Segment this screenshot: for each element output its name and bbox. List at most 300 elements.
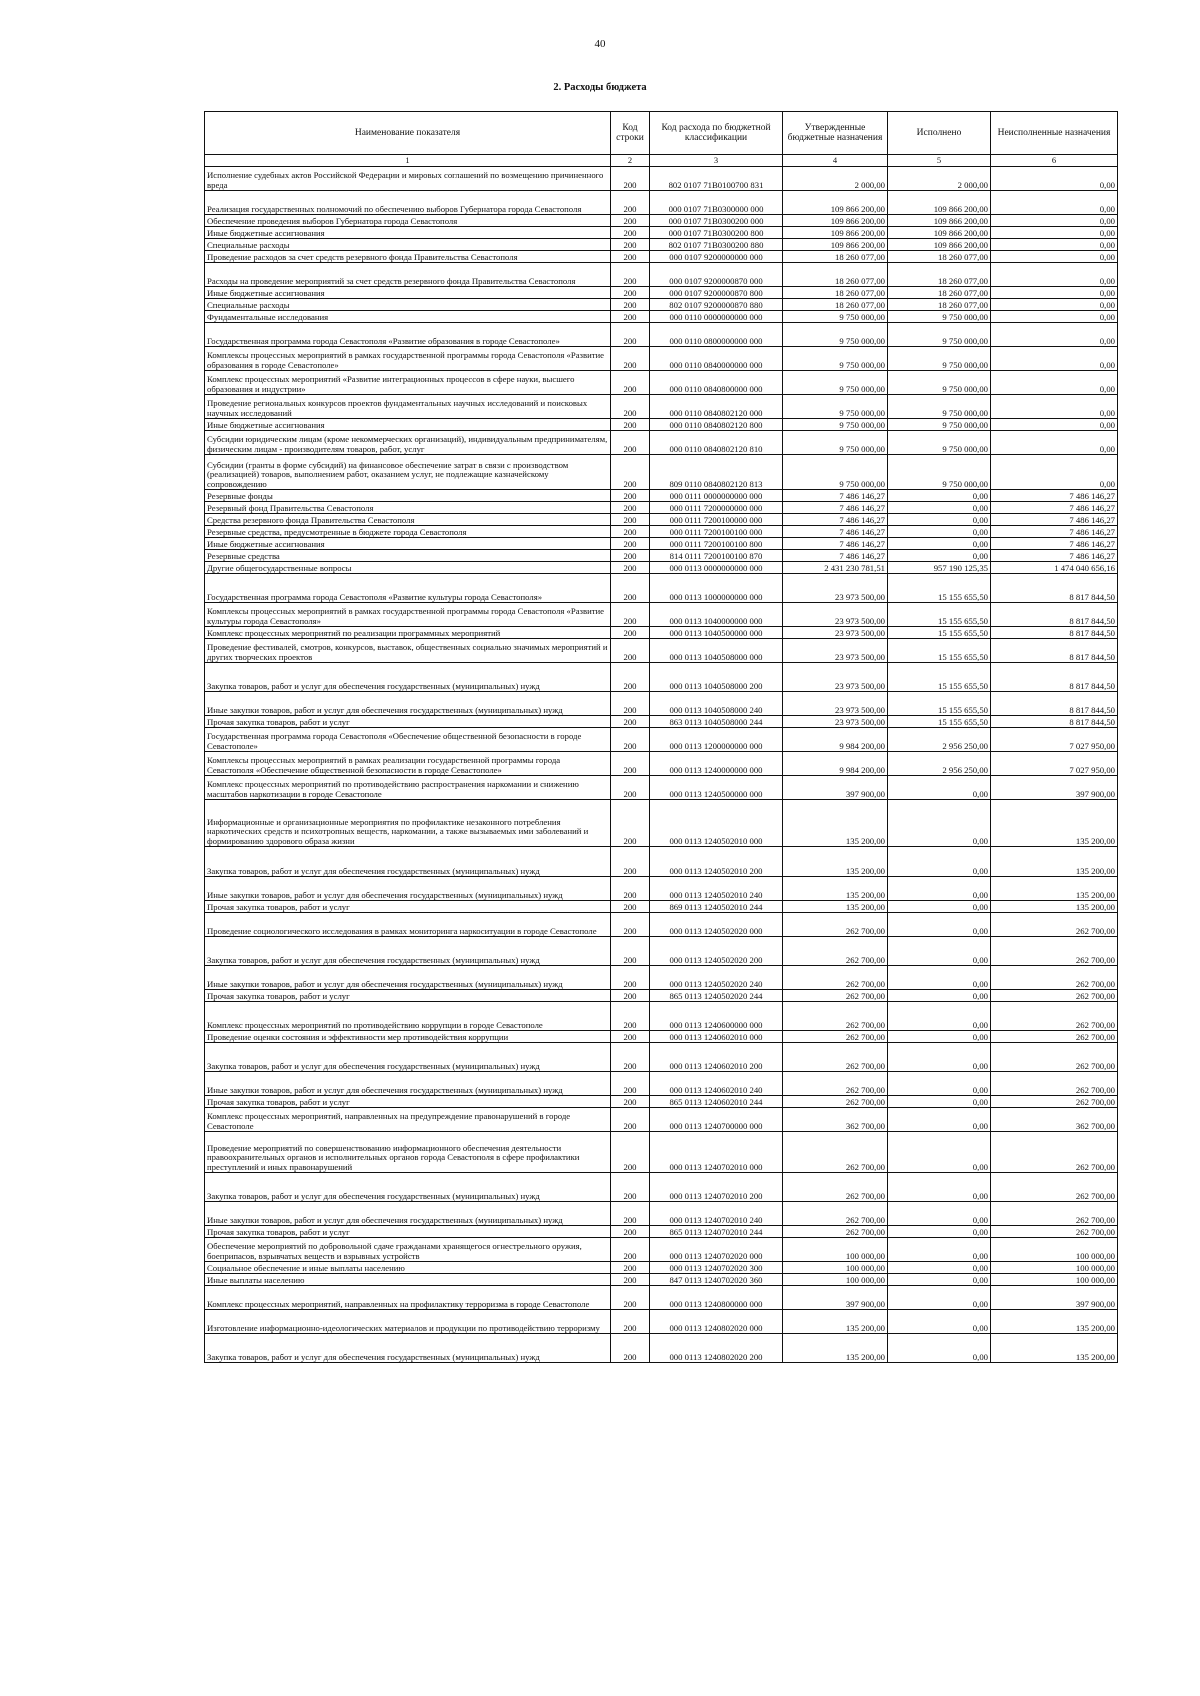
cell-indicator-name: Комплекс процессных мероприятий, направленных на профилактику терроризма в городе Севастополе	[205, 1286, 611, 1310]
cell-executed: 15 155 655,50	[888, 574, 991, 603]
table-row	[205, 431, 1118, 455]
cell-approved: 7 486 146,27	[783, 538, 888, 550]
cell-unexecuted: 262 700,00	[991, 1002, 1118, 1031]
cell-line-code: 200	[611, 1002, 650, 1031]
cell-executed: 0,00	[888, 800, 991, 847]
cell-line-code: 200	[611, 263, 650, 287]
cell-unexecuted: 397 900,00	[991, 776, 1118, 800]
cell-line-code: 200	[611, 1238, 650, 1262]
cell-executed: 9 750 000,00	[888, 323, 991, 347]
table-row	[205, 966, 1118, 990]
table-row	[205, 1286, 1118, 1310]
cell-unexecuted: 0,00	[991, 287, 1118, 299]
cell-budget-classification-code: 000 0113 1240602010 240	[650, 1072, 783, 1096]
cell-line-code: 200	[611, 239, 650, 251]
cell-indicator-name: Проведение фестивалей, смотров, конкурсов, выставок, общественных социально значимых мероприятий и других творческих проектов	[205, 639, 611, 663]
cell-budget-classification-code: 000 0107 71В0300200 000	[650, 215, 783, 227]
cell-approved: 18 260 077,00	[783, 299, 888, 311]
table-row	[205, 752, 1118, 776]
cell-budget-classification-code: 000 0113 1040508000 000	[650, 639, 783, 663]
cell-line-code: 200	[611, 1226, 650, 1238]
cell-line-code: 200	[611, 692, 650, 716]
table-row	[205, 419, 1118, 431]
cell-unexecuted: 0,00	[991, 251, 1118, 263]
cell-unexecuted: 135 200,00	[991, 847, 1118, 877]
cell-budget-classification-code: 000 0107 71В0300000 000	[650, 191, 783, 215]
cell-budget-classification-code: 000 0107 9200000000 000	[650, 251, 783, 263]
cell-indicator-name: Комплексы процессных мероприятий в рамках реализации государственной программы города Севастополя «Обеспечение общественной безопасности в городе Севастополе»	[205, 752, 611, 776]
cell-approved: 100 000,00	[783, 1274, 888, 1286]
cell-indicator-name: Иные закупки товаров, работ и услуг для обеспечения государственных (муниципальных) нужд	[205, 692, 611, 716]
cell-unexecuted: 8 817 844,50	[991, 574, 1118, 603]
cell-indicator-name: Иные бюджетные ассигнования	[205, 419, 611, 431]
table-row	[205, 692, 1118, 716]
cell-line-code: 200	[611, 526, 650, 538]
cell-budget-classification-code: 000 0113 1240702020 300	[650, 1262, 783, 1274]
cell-executed: 2 956 250,00	[888, 728, 991, 752]
cell-budget-classification-code: 863 0113 1040508000 244	[650, 716, 783, 728]
cell-line-code: 200	[611, 990, 650, 1002]
table-row	[205, 526, 1118, 538]
cell-indicator-name: Иные бюджетные ассигнования	[205, 538, 611, 550]
cell-budget-classification-code: 000 0111 0000000000 000	[650, 490, 783, 502]
table-row	[205, 847, 1118, 877]
cell-approved: 7 486 146,27	[783, 526, 888, 538]
table-header	[205, 112, 1118, 167]
cell-line-code: 200	[611, 1262, 650, 1274]
cell-line-code: 200	[611, 1132, 650, 1173]
cell-budget-classification-code: 000 0113 1240702010 000	[650, 1132, 783, 1173]
cell-executed: 0,00	[888, 913, 991, 937]
cell-budget-classification-code: 000 0110 0840800000 000	[650, 371, 783, 395]
cell-approved: 7 486 146,27	[783, 490, 888, 502]
table-row	[205, 1226, 1118, 1238]
table-row	[205, 395, 1118, 419]
table-row	[205, 1002, 1118, 1031]
cell-executed: 9 750 000,00	[888, 311, 991, 323]
cell-line-code: 200	[611, 1202, 650, 1226]
cell-approved: 262 700,00	[783, 1173, 888, 1202]
cell-approved: 23 973 500,00	[783, 639, 888, 663]
cell-executed: 15 155 655,50	[888, 716, 991, 728]
cell-unexecuted: 262 700,00	[991, 913, 1118, 937]
cell-approved: 262 700,00	[783, 1043, 888, 1072]
cell-indicator-name: Расходы на проведение мероприятий за счет средств резервного фонда Правительства Севастополя	[205, 263, 611, 287]
table-row	[205, 639, 1118, 663]
cell-executed: 15 155 655,50	[888, 603, 991, 627]
cell-approved: 2 431 230 781,51	[783, 562, 888, 574]
cell-line-code: 200	[611, 913, 650, 937]
cell-indicator-name: Резервные средства	[205, 550, 611, 562]
cell-executed: 0,00	[888, 1226, 991, 1238]
cell-indicator-name: Другие общегосударственные вопросы	[205, 562, 611, 574]
cell-budget-classification-code: 000 0111 7200100000 000	[650, 514, 783, 526]
cell-line-code: 200	[611, 514, 650, 526]
cell-approved: 262 700,00	[783, 1031, 888, 1043]
cell-budget-classification-code: 000 0113 1240600000 000	[650, 1002, 783, 1031]
cell-approved: 9 750 000,00	[783, 323, 888, 347]
cell-line-code: 200	[611, 215, 650, 227]
table-row	[205, 1031, 1118, 1043]
cell-budget-classification-code: 000 0113 1240602010 200	[650, 1043, 783, 1072]
cell-executed: 18 260 077,00	[888, 287, 991, 299]
cell-line-code: 200	[611, 347, 650, 371]
cell-approved: 7 486 146,27	[783, 514, 888, 526]
cell-indicator-name: Проведение социологического исследования в рамках мониторинга наркоситуации в городе Севастополе	[205, 913, 611, 937]
cell-indicator-name: Иные закупки товаров, работ и услуг для обеспечения государственных (муниципальных) нужд	[205, 1072, 611, 1096]
cell-unexecuted: 0,00	[991, 395, 1118, 419]
cell-executed: 15 155 655,50	[888, 692, 991, 716]
cell-budget-classification-code: 000 0113 1240700000 000	[650, 1108, 783, 1132]
cell-indicator-name: Изготовление информационно-идеологических материалов и продукции по противодействию терроризму	[205, 1310, 611, 1334]
cell-line-code: 200	[611, 538, 650, 550]
table-row	[205, 191, 1118, 215]
cell-budget-classification-code: 000 0113 1240502020 000	[650, 913, 783, 937]
cell-budget-classification-code: 000 0113 1240500000 000	[650, 776, 783, 800]
header-indicator-name: Наименование показателя	[205, 112, 611, 155]
cell-indicator-name: Иные закупки товаров, работ и услуг для обеспечения государственных (муниципальных) нужд	[205, 966, 611, 990]
cell-executed: 9 750 000,00	[888, 371, 991, 395]
cell-indicator-name: Закупка товаров, работ и услуг для обеспечения государственных (муниципальных) нужд	[205, 663, 611, 692]
cell-budget-classification-code: 802 0107 71В0100700 831	[650, 167, 783, 191]
cell-approved: 135 200,00	[783, 1334, 888, 1363]
cell-approved: 135 200,00	[783, 1310, 888, 1334]
column-number: 6	[991, 155, 1118, 167]
cell-indicator-name: Государственная программа города Севастополя «Обеспечение общественной безопасности в городе Севастополе»	[205, 728, 611, 752]
cell-executed: 15 155 655,50	[888, 663, 991, 692]
cell-unexecuted: 0,00	[991, 299, 1118, 311]
cell-indicator-name: Специальные расходы	[205, 239, 611, 251]
cell-executed: 18 260 077,00	[888, 299, 991, 311]
cell-budget-classification-code: 000 0113 1240802020 000	[650, 1310, 783, 1334]
cell-indicator-name: Средства резервного фонда Правительства Севастополя	[205, 514, 611, 526]
cell-indicator-name: Проведение оценки состояния и эффективности мер противодействия коррупции	[205, 1031, 611, 1043]
cell-indicator-name: Информационные и организационные мероприятия по профилактике незаконного потребления наркотических средств и психотропных веществ, наркомании, а также вызываемых ими заболеваний и формированию здорового образа жизни	[205, 800, 611, 847]
cell-unexecuted: 135 200,00	[991, 800, 1118, 847]
cell-indicator-name: Исполнение судебных актов Российской Федерации и мировых соглашений по возмещению причиненного вреда	[205, 167, 611, 191]
cell-executed: 0,00	[888, 877, 991, 901]
cell-budget-classification-code: 847 0113 1240702020 360	[650, 1274, 783, 1286]
cell-budget-classification-code: 000 0113 1240602010 000	[650, 1031, 783, 1043]
cell-approved: 135 200,00	[783, 901, 888, 913]
cell-budget-classification-code: 000 0110 0840802120 800	[650, 419, 783, 431]
cell-approved: 23 973 500,00	[783, 692, 888, 716]
table-row	[205, 347, 1118, 371]
cell-unexecuted: 0,00	[991, 347, 1118, 371]
cell-line-code: 200	[611, 752, 650, 776]
cell-line-code: 200	[611, 1043, 650, 1072]
cell-approved: 18 260 077,00	[783, 263, 888, 287]
cell-approved: 135 200,00	[783, 800, 888, 847]
cell-unexecuted: 1 474 040 656,16	[991, 562, 1118, 574]
cell-executed: 9 750 000,00	[888, 395, 991, 419]
cell-line-code: 200	[611, 877, 650, 901]
cell-executed: 0,00	[888, 1274, 991, 1286]
table-row	[205, 1334, 1118, 1363]
cell-budget-classification-code: 000 0113 0000000000 000	[650, 562, 783, 574]
cell-executed: 0,00	[888, 1334, 991, 1363]
cell-approved: 262 700,00	[783, 966, 888, 990]
table-row	[205, 1043, 1118, 1072]
cell-executed: 0,00	[888, 1310, 991, 1334]
cell-line-code: 200	[611, 251, 650, 263]
cell-approved: 9 750 000,00	[783, 419, 888, 431]
cell-budget-classification-code: 000 0111 7200100100 000	[650, 526, 783, 538]
cell-indicator-name: Фундаментальные исследования	[205, 311, 611, 323]
cell-executed: 0,00	[888, 1108, 991, 1132]
cell-budget-classification-code: 000 0107 9200000870 000	[650, 263, 783, 287]
cell-line-code: 200	[611, 431, 650, 455]
table-row	[205, 1262, 1118, 1274]
table-row	[205, 538, 1118, 550]
table-row	[205, 1072, 1118, 1096]
cell-executed: 109 866 200,00	[888, 227, 991, 239]
table-row	[205, 776, 1118, 800]
cell-budget-classification-code: 814 0111 7200100100 870	[650, 550, 783, 562]
cell-line-code: 200	[611, 776, 650, 800]
cell-unexecuted: 7 486 146,27	[991, 550, 1118, 562]
cell-unexecuted: 397 900,00	[991, 1286, 1118, 1310]
cell-budget-classification-code: 000 0111 7200000000 000	[650, 502, 783, 514]
cell-unexecuted: 0,00	[991, 215, 1118, 227]
cell-approved: 23 973 500,00	[783, 574, 888, 603]
cell-indicator-name: Иные бюджетные ассигнования	[205, 227, 611, 239]
cell-line-code: 200	[611, 167, 650, 191]
cell-budget-classification-code: 000 0113 1040500000 000	[650, 627, 783, 639]
cell-approved: 109 866 200,00	[783, 191, 888, 215]
header-approved: Утвержденные бюджетные назначения	[783, 112, 888, 155]
cell-executed: 0,00	[888, 937, 991, 966]
cell-executed: 0,00	[888, 1262, 991, 1274]
table-row	[205, 1274, 1118, 1286]
cell-budget-classification-code: 000 0113 1240502010 240	[650, 877, 783, 901]
cell-unexecuted: 262 700,00	[991, 1226, 1118, 1238]
cell-budget-classification-code: 000 0113 1240702020 000	[650, 1238, 783, 1262]
cell-executed: 0,00	[888, 526, 991, 538]
cell-indicator-name: Комплексы процессных мероприятий в рамках государственной программы города Севастополя «Развитие культуры города Севастополя»	[205, 603, 611, 627]
table-row	[205, 514, 1118, 526]
cell-indicator-name: Комплекс процессных мероприятий по противодействию распространения наркомании и снижению масштабов наркотизации в городе Севастополе	[205, 776, 611, 800]
cell-line-code: 200	[611, 716, 650, 728]
cell-budget-classification-code: 869 0113 1240502010 244	[650, 901, 783, 913]
cell-approved: 2 000,00	[783, 167, 888, 191]
cell-executed: 2 956 250,00	[888, 752, 991, 776]
cell-indicator-name: Прочая закупка товаров, работ и услуг	[205, 1226, 611, 1238]
table-row	[205, 663, 1118, 692]
table-row	[205, 299, 1118, 311]
cell-indicator-name: Комплекс процессных мероприятий «Развитие интеграционных процессов в сфере науки, высшего образования и индустрии»	[205, 371, 611, 395]
cell-approved: 100 000,00	[783, 1238, 888, 1262]
table-row	[205, 550, 1118, 562]
cell-budget-classification-code: 000 0113 1000000000 000	[650, 574, 783, 603]
cell-unexecuted: 262 700,00	[991, 1072, 1118, 1096]
cell-indicator-name: Проведение региональных конкурсов проектов фундаментальных научных исследований и поисковых научных исследований	[205, 395, 611, 419]
cell-unexecuted: 100 000,00	[991, 1274, 1118, 1286]
cell-line-code: 200	[611, 1334, 650, 1363]
cell-executed: 0,00	[888, 1096, 991, 1108]
cell-executed: 15 155 655,50	[888, 627, 991, 639]
table-row	[205, 1238, 1118, 1262]
cell-unexecuted: 7 486 146,27	[991, 502, 1118, 514]
cell-approved: 135 200,00	[783, 847, 888, 877]
cell-unexecuted: 262 700,00	[991, 1173, 1118, 1202]
cell-budget-classification-code: 865 0113 1240602010 244	[650, 1096, 783, 1108]
cell-indicator-name: Прочая закупка товаров, работ и услуг	[205, 901, 611, 913]
cell-line-code: 200	[611, 550, 650, 562]
cell-approved: 262 700,00	[783, 913, 888, 937]
expenses-table-container	[204, 111, 1117, 1363]
table-row	[205, 1132, 1118, 1173]
cell-approved: 262 700,00	[783, 1132, 888, 1173]
cell-unexecuted: 0,00	[991, 191, 1118, 215]
cell-executed: 0,00	[888, 490, 991, 502]
cell-indicator-name: Субсидии юридическим лицам (кроме некоммерческих организаций), индивидуальным предпринимателям, физическим лицам - производителям товаров, работ, услуг	[205, 431, 611, 455]
cell-unexecuted: 8 817 844,50	[991, 692, 1118, 716]
table-row	[205, 323, 1118, 347]
table-row	[205, 227, 1118, 239]
cell-budget-classification-code: 000 0113 1040508000 200	[650, 663, 783, 692]
cell-executed: 2 000,00	[888, 167, 991, 191]
cell-unexecuted: 135 200,00	[991, 1334, 1118, 1363]
cell-approved: 7 486 146,27	[783, 502, 888, 514]
cell-approved: 9 984 200,00	[783, 752, 888, 776]
cell-budget-classification-code: 000 0113 1200000000 000	[650, 728, 783, 752]
cell-approved: 23 973 500,00	[783, 603, 888, 627]
cell-indicator-name: Иные закупки товаров, работ и услуг для обеспечения государственных (муниципальных) нужд	[205, 1202, 611, 1226]
cell-executed: 0,00	[888, 847, 991, 877]
cell-unexecuted: 0,00	[991, 167, 1118, 191]
page-number: 40	[594, 38, 606, 50]
cell-budget-classification-code: 000 0107 9200000870 800	[650, 287, 783, 299]
cell-executed: 109 866 200,00	[888, 215, 991, 227]
table-body	[205, 167, 1118, 1363]
cell-executed: 0,00	[888, 1202, 991, 1226]
table-row	[205, 167, 1118, 191]
cell-approved: 9 750 000,00	[783, 311, 888, 323]
table-row	[205, 913, 1118, 937]
cell-line-code: 200	[611, 227, 650, 239]
cell-line-code: 200	[611, 191, 650, 215]
cell-approved: 135 200,00	[783, 877, 888, 901]
cell-executed: 9 750 000,00	[888, 431, 991, 455]
cell-indicator-name: Комплексы процессных мероприятий в рамках государственной программы города Севастополя «Развитие образования в городе Севастополе»	[205, 347, 611, 371]
cell-indicator-name: Иные бюджетные ассигнования	[205, 287, 611, 299]
cell-executed: 0,00	[888, 502, 991, 514]
cell-approved: 23 973 500,00	[783, 663, 888, 692]
cell-approved: 262 700,00	[783, 990, 888, 1002]
cell-executed: 0,00	[888, 550, 991, 562]
cell-executed: 0,00	[888, 1286, 991, 1310]
table-row	[205, 263, 1118, 287]
table-row	[205, 371, 1118, 395]
cell-approved: 9 750 000,00	[783, 395, 888, 419]
cell-indicator-name: Прочая закупка товаров, работ и услуг	[205, 1096, 611, 1108]
column-number: 1	[205, 155, 611, 167]
cell-budget-classification-code: 000 0113 1240702010 200	[650, 1173, 783, 1202]
cell-indicator-name: Субсидии (гранты в форме субсидий) на финансовое обеспечение затрат в связи с производством (реализацией) товаров, выполнением работ, оказанием услуг, не подлежащие казначейскому сопровождению	[205, 455, 611, 490]
cell-unexecuted: 0,00	[991, 455, 1118, 490]
table-row	[205, 239, 1118, 251]
cell-executed: 15 155 655,50	[888, 639, 991, 663]
cell-approved: 109 866 200,00	[783, 239, 888, 251]
expenses-table	[204, 111, 1118, 1363]
cell-indicator-name: Иные закупки товаров, работ и услуг для обеспечения государственных (муниципальных) нужд	[205, 877, 611, 901]
cell-indicator-name: Комплекс процессных мероприятий, направленных на предупреждение правонарушений в городе Севастополе	[205, 1108, 611, 1132]
cell-unexecuted: 262 700,00	[991, 1202, 1118, 1226]
cell-approved: 100 000,00	[783, 1262, 888, 1274]
cell-indicator-name: Государственная программа города Севастополя «Развитие образования в городе Севастополе»	[205, 323, 611, 347]
cell-executed: 9 750 000,00	[888, 455, 991, 490]
cell-executed: 18 260 077,00	[888, 251, 991, 263]
column-number: 4	[783, 155, 888, 167]
cell-line-code: 200	[611, 490, 650, 502]
cell-line-code: 200	[611, 1096, 650, 1108]
cell-unexecuted: 7 486 146,27	[991, 526, 1118, 538]
cell-executed: 0,00	[888, 1238, 991, 1262]
cell-indicator-name: Закупка товаров, работ и услуг для обеспечения государственных (муниципальных) нужд	[205, 847, 611, 877]
cell-executed: 0,00	[888, 966, 991, 990]
cell-line-code: 200	[611, 502, 650, 514]
cell-budget-classification-code: 865 0113 1240702010 244	[650, 1226, 783, 1238]
cell-budget-classification-code: 802 0107 71В0300200 880	[650, 239, 783, 251]
cell-line-code: 200	[611, 1274, 650, 1286]
cell-line-code: 200	[611, 1108, 650, 1132]
cell-unexecuted: 262 700,00	[991, 937, 1118, 966]
cell-approved: 109 866 200,00	[783, 227, 888, 239]
cell-unexecuted: 262 700,00	[991, 990, 1118, 1002]
table-row	[205, 455, 1118, 490]
cell-unexecuted: 100 000,00	[991, 1238, 1118, 1262]
header-line-code: Код строки	[611, 112, 650, 155]
cell-approved: 262 700,00	[783, 1072, 888, 1096]
cell-unexecuted: 262 700,00	[991, 1031, 1118, 1043]
cell-approved: 262 700,00	[783, 1202, 888, 1226]
cell-unexecuted: 0,00	[991, 323, 1118, 347]
cell-executed: 0,00	[888, 1031, 991, 1043]
cell-line-code: 200	[611, 299, 650, 311]
cell-executed: 0,00	[888, 1002, 991, 1031]
table-row	[205, 215, 1118, 227]
cell-budget-classification-code: 000 0113 1240502010 000	[650, 800, 783, 847]
cell-budget-classification-code: 000 0110 0840000000 000	[650, 347, 783, 371]
cell-unexecuted: 8 817 844,50	[991, 603, 1118, 627]
cell-indicator-name: Закупка товаров, работ и услуг для обеспечения государственных (муниципальных) нужд	[205, 937, 611, 966]
cell-executed: 9 750 000,00	[888, 419, 991, 431]
cell-unexecuted: 0,00	[991, 419, 1118, 431]
cell-approved: 23 973 500,00	[783, 716, 888, 728]
cell-line-code: 200	[611, 1310, 650, 1334]
cell-line-code: 200	[611, 639, 650, 663]
header-budget-classification-code: Код расхода по бюджетной классификации	[650, 112, 783, 155]
cell-indicator-name: Комплекс процессных мероприятий по противодействию коррупции в городе Севастополе	[205, 1002, 611, 1031]
cell-executed: 109 866 200,00	[888, 239, 991, 251]
cell-unexecuted: 7 027 950,00	[991, 728, 1118, 752]
header-executed: Исполнено	[888, 112, 991, 155]
cell-indicator-name: Комплекс процессных мероприятий по реализации программных мероприятий	[205, 627, 611, 639]
cell-unexecuted: 262 700,00	[991, 966, 1118, 990]
cell-line-code: 200	[611, 323, 650, 347]
cell-unexecuted: 8 817 844,50	[991, 639, 1118, 663]
cell-line-code: 200	[611, 1072, 650, 1096]
table-row	[205, 627, 1118, 639]
cell-budget-classification-code: 802 0107 9200000870 880	[650, 299, 783, 311]
cell-line-code: 200	[611, 371, 650, 395]
cell-approved: 9 750 000,00	[783, 371, 888, 395]
cell-executed: 0,00	[888, 776, 991, 800]
cell-approved: 397 900,00	[783, 776, 888, 800]
table-row	[205, 1202, 1118, 1226]
cell-line-code: 200	[611, 574, 650, 603]
